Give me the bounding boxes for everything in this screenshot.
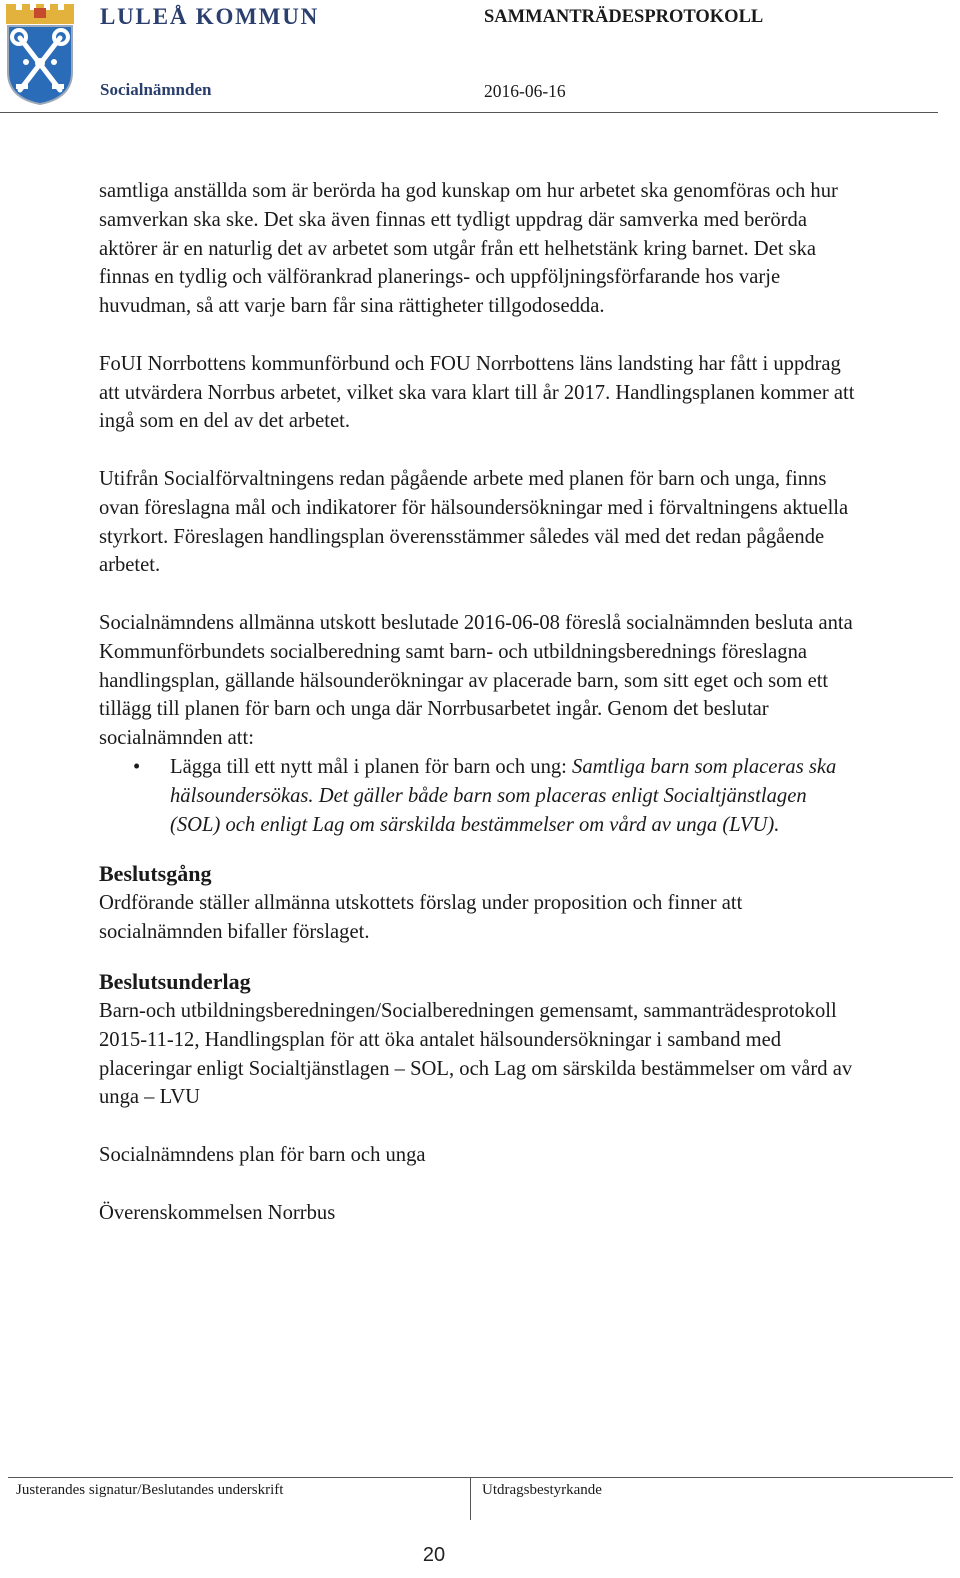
paragraph-underlag-2: Socialnämndens plan för barn och unga xyxy=(99,1143,426,1166)
bullet-italic-text: Samtliga barn som placeras ska hälsoundersökas. Det gäller både barn som placeras enligt Socialtjänstlagen (SOL) och enligt Lag om särskilda bestämmelser om vård av unga (LVU). xyxy=(170,755,837,836)
paragraph-utvardering: FoUI Norrbottens kommunförbund och FOU Norrbottens läns landsting har fått i uppdrag att utvärdera Norrbus arbetet, vilket ska vara klart till år 2017. Handlingsplanen kommer att ingå som en del av det arbetet. xyxy=(99,352,855,433)
paragraph-samverkan: samtliga anställda som är berörda ha god kunskap om hur arbetet ska genomföras och hur samverkan ska ske. Det ska även finnas ett tydligt uppdrag där samverka med berörda aktörer är en naturlig det av arbetet som utgår från ett helhetstänk kring barnet. Det ska finnas en tydlig och välförankrad planerings- och uppföljningsförfarande hos varje huvudman, så att varje barn får sina rättigheter tillgodosedda. xyxy=(99,180,838,318)
heading-beslutsgang: Beslutsgång xyxy=(99,861,212,887)
department-name: Socialnämnden xyxy=(100,80,212,99)
paragraph-beslutsgang: Ordförande ställer allmänna utskottets förslag under proposition och finner att socialnämnden bifaller förslaget. xyxy=(99,892,743,944)
certify-label: Utdragsbestyrkande xyxy=(482,1482,602,1498)
paragraph-beslut: Socialnämndens allmänna utskott beslutade 2016-06-08 föreslå socialnämnden besluta anta Kommunförbundets socialberedning samt barn- och utbildningsberednings föreslagna handlingsplan, gällande hälsounderökningar av placerade barn, som sitt eget och som ett tillägg till planen för barn och unga där Norrbusarbetet ingår. Genom det beslutar socialnämnden att: xyxy=(99,611,853,750)
org-name: LULEÅ KOMMUN xyxy=(100,4,320,29)
signature-label: Justerandes signatur/Beslutandes underskrift xyxy=(16,1482,284,1498)
paragraph-styrkort: Utifrån Socialförvaltningens redan pågående arbete med planen för barn och unga, finns ovan föreslagna mål och indikatorer för hälsoundersökningar med i förvaltningens aktuella styrkort. Föreslagen handlingsplan överensstämmer således väl med det redan pågående arbetet. xyxy=(99,467,849,577)
document-header xyxy=(0,0,960,116)
document-date: 2016-06-16 xyxy=(484,81,566,101)
heading-beslutsunderlag: Beslutsunderlag xyxy=(99,968,251,994)
lulea-coat-of-arms-icon xyxy=(4,2,76,106)
page-number: 20 xyxy=(422,1544,446,1566)
footer-vertical-divider xyxy=(470,1478,471,1520)
decision-list xyxy=(99,753,859,839)
document-body xyxy=(99,177,859,1227)
header-divider xyxy=(0,112,938,113)
footer-divider xyxy=(8,1477,953,1478)
paragraph-underlag-3: Överenskommelsen Norrbus xyxy=(99,1201,336,1224)
list-item xyxy=(99,753,859,839)
document-type: SAMMANTRÄDESPROTOKOLL xyxy=(484,7,764,27)
paragraph-underlag-1: Barn-och utbildningsberedningen/Socialberedningen gemensamt, sammanträdesprotokoll 2015-11-12, Handlingsplan för att öka antalet hälsoundersökningar i samband med placeringar enligt Socialtjänstlagen – SOL, och Lag om särskilda bestämmelser om vård av unga – LVU xyxy=(99,999,853,1109)
bullet-lead-text: Lägga till ett nytt mål i planen för barn och ung: xyxy=(170,755,573,778)
